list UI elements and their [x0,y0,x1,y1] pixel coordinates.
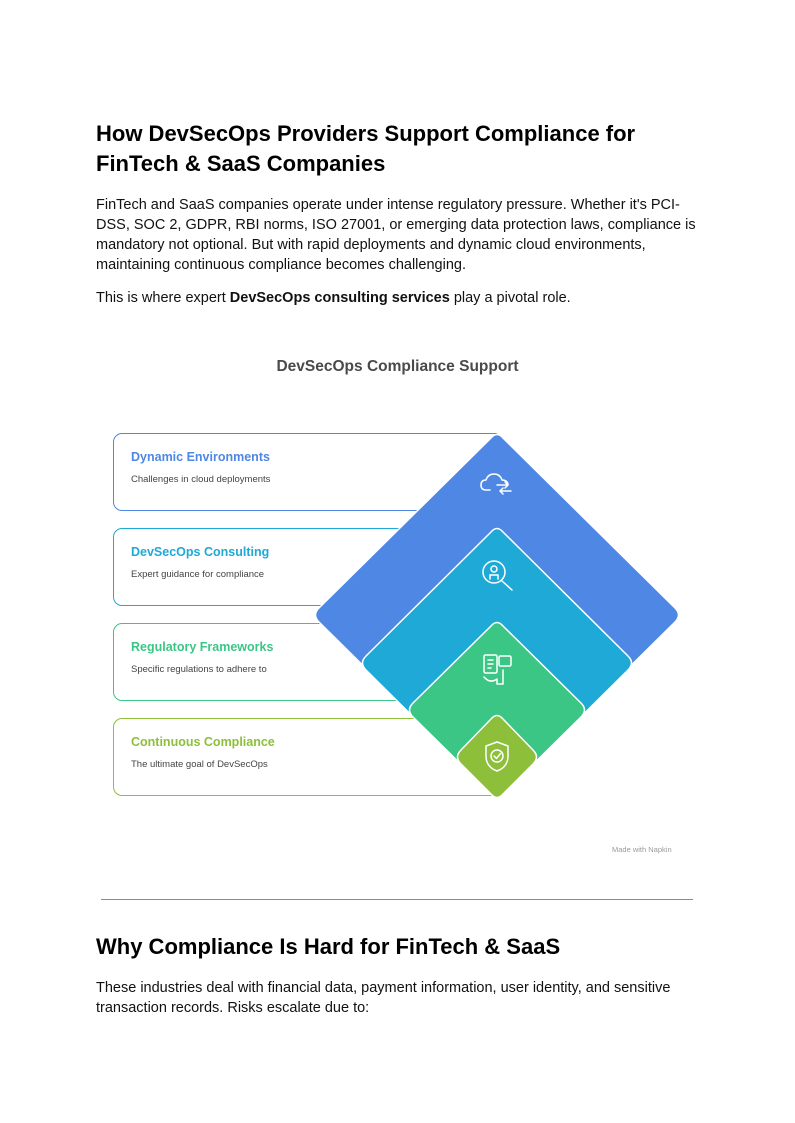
section-heading: Why Compliance Is Hard for FinTech & SaaS [96,934,561,959]
intro-paragraph: FinTech and SaaS companies operate under intense regulatory pressure. Whether it's PCI-DSS, SOC 2, GDPR, RBI norms, ISO 27001, or emerging data protection laws, compliance is mandatory not optional. But with rapid deployments and dynamic cloud environments, maintaining continuous compliance becomes challenging. [96,197,696,273]
layer-title: Regulatory Frameworks [131,640,274,654]
layer-description: Expert guidance for compliance [131,569,265,580]
layer-description: Specific regulations to adhere to [131,664,267,675]
layer-title: Dynamic Environments [131,450,270,464]
layer-description: The ultimate goal of DevSecOps [131,759,268,770]
role-suffix: play a pivotal role. [449,290,571,306]
layer-description: Challenges in cloud deployments [131,474,271,485]
page-title: How DevSecOps Providers Support Compliance for FinTech & SaaS Companies [96,121,636,176]
layer-title: DevSecOps Consulting [131,545,270,559]
role-prefix: This is where expert [96,290,230,306]
layer-title: Continuous Compliance [131,735,275,749]
napkin-credit: Made with Napkin [612,845,672,854]
section-paragraph: These industries deal with financial data, payment information, user identity, and sensitive transaction records. Risks escalate due to: [96,980,671,1016]
section-divider [101,899,693,900]
figure-title: DevSecOps Compliance Support [276,358,519,375]
consulting-services-emphasis: DevSecOps consulting services [229,290,450,306]
